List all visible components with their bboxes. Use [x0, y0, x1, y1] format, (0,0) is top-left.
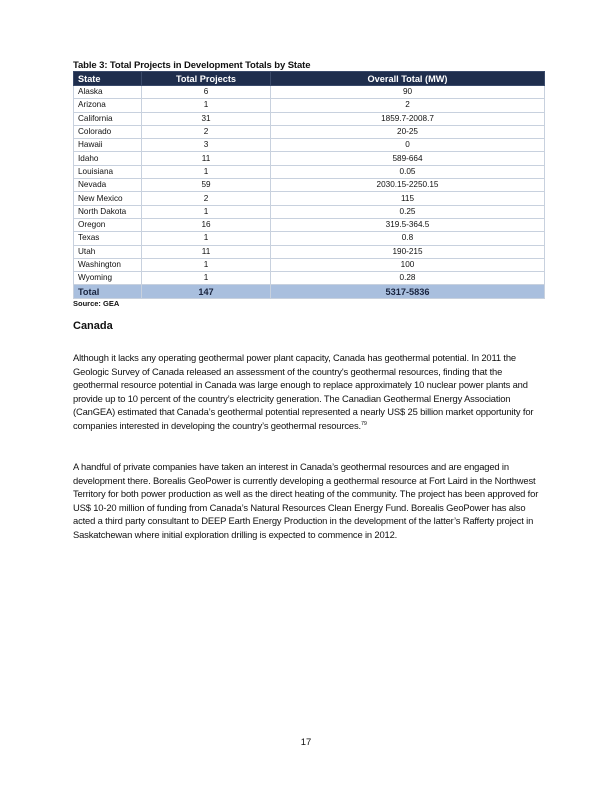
cell-state: Colorado	[74, 125, 142, 138]
cell-state: Wyoming	[74, 272, 142, 285]
cell-overall-total: 190-215	[271, 245, 545, 258]
cell-total-projects: 3	[142, 139, 271, 152]
cell-state: Texas	[74, 232, 142, 245]
cell-overall-total: 0.8	[271, 232, 545, 245]
cell-overall-total: 0.28	[271, 272, 545, 285]
page-number: 17	[300, 737, 312, 748]
cell-state: North Dakota	[74, 205, 142, 218]
column-header-overall-total: Overall Total (MW)	[271, 72, 545, 86]
cell-total-projects: 31	[142, 112, 271, 125]
cell-total-projects: 6	[142, 86, 271, 99]
cell-state: New Mexico	[74, 192, 142, 205]
cell-state: Oregon	[74, 218, 142, 231]
cell-state: Hawaii	[74, 139, 142, 152]
cell-state: Nevada	[74, 179, 142, 192]
table-row	[74, 272, 545, 285]
table-row	[74, 86, 545, 99]
table-row	[74, 125, 545, 138]
cell-overall-total: 2030.15-2250.15	[271, 179, 545, 192]
table-row	[74, 192, 545, 205]
cell-overall-total: 319.5-364.5	[271, 218, 545, 231]
cell-total-projects: 1	[142, 258, 271, 271]
table-total-row	[74, 285, 545, 299]
cell-overall-total: 20-25	[271, 125, 545, 138]
cell-total-mw: 5317-5836	[271, 285, 545, 299]
cell-total-projects: 1	[142, 165, 271, 178]
cell-total-projects: 1	[142, 99, 271, 112]
table-row	[74, 232, 545, 245]
paragraph-1	[73, 351, 543, 433]
paragraph-2: A handful of private companies have taken an interest in Canada’s geothermal resources and are engaged in development there. Borealis GeoPower is currently developing a geothermal resource at Fort Laird in the Northwest Territory for both power production as well as the direct heating of the community. The project has been approved for US$ 10-20 million of funding from Canada’s Natural Resources Clean Energy Fund. Borealis GeoPower has also acted a third party consultant to DEEP Earth Energy Production in the development of the latter’s Rafferty project in Saskatchewan where initial exploration drilling is expected to commence in 2012.	[73, 461, 539, 540]
column-header-state: State	[74, 72, 142, 86]
cell-total-projects: 1	[142, 232, 271, 245]
section-heading: Canada	[73, 320, 113, 332]
cell-total-label: Total	[74, 285, 142, 299]
cell-total-projects: 147	[142, 285, 271, 299]
table-row	[74, 99, 545, 112]
cell-state: Arizona	[74, 99, 142, 112]
cell-overall-total: 90	[271, 86, 545, 99]
table-source: Source: GEA	[73, 299, 120, 308]
table-row	[74, 139, 545, 152]
cell-overall-total: 100	[271, 258, 545, 271]
cell-state: Idaho	[74, 152, 142, 165]
table-row	[74, 245, 545, 258]
cell-overall-total: 0.05	[271, 165, 545, 178]
cell-overall-total: 2	[271, 99, 545, 112]
cell-overall-total: 0	[271, 139, 545, 152]
table-row	[74, 205, 545, 218]
cell-state: California	[74, 112, 142, 125]
cell-total-projects: 59	[142, 179, 271, 192]
column-header-total-projects: Total Projects	[142, 72, 271, 86]
cell-total-projects: 11	[142, 245, 271, 258]
cell-state: Utah	[74, 245, 142, 258]
cell-overall-total: 115	[271, 192, 545, 205]
table-row	[74, 258, 545, 271]
cell-total-projects: 16	[142, 218, 271, 231]
table-row	[74, 165, 545, 178]
table-caption: Table 3: Total Projects in Development Totals by State	[73, 60, 311, 71]
paragraph-1-text: Although it lacks any operating geothermal power plant capacity, Canada has geothermal potential. In 2011 the Geologic Survey of Canada released an assessment of the country's geothermal resources, finding that the geothermal resource potential in Canada was large enough to replace approximately 10 nuclear power plants and provide up to 10 percent of the country’s electricity generation. The Canadian Geothermal Energy Association (CanGEA) estimated that Canada’s geothermal potential represented a nearly US$ 25 billion market opportunity for companies interested in developing the country’s geothermal resources.	[73, 352, 534, 431]
cell-state: Washington	[74, 258, 142, 271]
cell-total-projects: 1	[142, 205, 271, 218]
table-row	[74, 112, 545, 125]
cell-overall-total: 1859.7-2008.7	[271, 112, 545, 125]
cell-total-projects: 11	[142, 152, 271, 165]
cell-total-projects: 2	[142, 125, 271, 138]
state-projects-table	[73, 71, 545, 299]
cell-overall-total: 589-664	[271, 152, 545, 165]
table-row	[74, 179, 545, 192]
table-row	[74, 218, 545, 231]
cell-state: Louisiana	[74, 165, 142, 178]
table-row	[74, 152, 545, 165]
footnote-ref: 79	[360, 420, 367, 427]
cell-total-projects: 2	[142, 192, 271, 205]
cell-state: Alaska	[74, 86, 142, 99]
cell-total-projects: 1	[142, 272, 271, 285]
cell-overall-total: 0.25	[271, 205, 545, 218]
table-header-row	[74, 72, 545, 86]
